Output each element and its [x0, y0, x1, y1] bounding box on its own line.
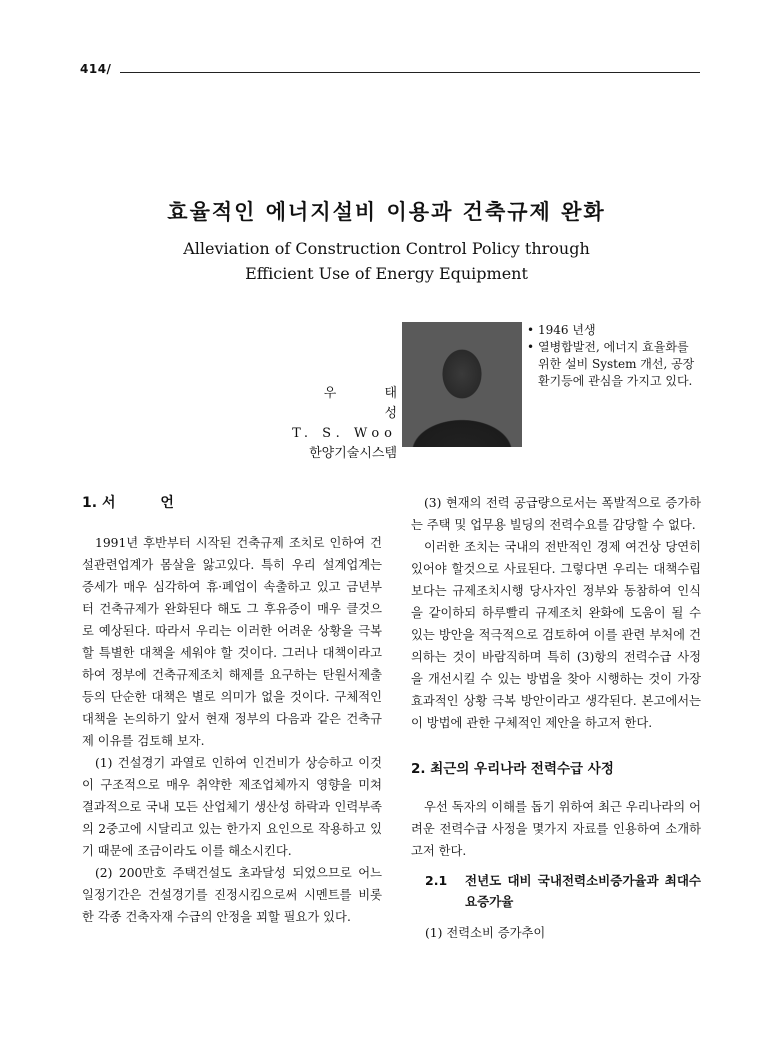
title-english-line1: Alleviation of Construction Control Policy through [183, 239, 590, 258]
right-column [411, 492, 701, 944]
section-1-heading [82, 492, 382, 514]
author-name-korean: 우 태 성 [323, 386, 419, 421]
paragraph: 이러한 조치는 국내의 전반적인 경제 여건상 당연히 있어야 할것으로 사료된다. 그렇다면 우리는 대책수립 보다는 규제조치시행 당사자인 정부와 동참하여 인식을 같이하되 하루빨리 규제조치 완화에 도움이 될 수 있는 방안을 적극적으로 검토하여 이를 관련 부처에 건의하는 것이 바람직하며 특히 (3)항의 전력수급 사정을 개선시킬 수 있는 방법을 찾아 시행하는 것이 가장 효과적인 상황 극복 방안이라고 생각된다. 본고에서는 이 방법에 관한 구체적인 제안을 하고저 한다. [411, 540, 701, 730]
section-1-number: 1. [82, 495, 98, 511]
bullet-icon: • [527, 340, 535, 354]
header-rule [120, 72, 700, 73]
page-number: 414/ [80, 62, 112, 76]
bio-item [527, 339, 702, 390]
left-column [82, 492, 382, 928]
paragraph: (2) 200만호 주택건설도 초과달성 되었으므로 어느 일정기간은 건설경기를 진정시킴으로써 시멘트를 비롯한 각종 건축자재 수급의 안정을 꾀할 필요가 있다. [82, 866, 382, 924]
bullet-icon: • [527, 323, 535, 337]
title-english [0, 236, 773, 286]
subsection-number: 2.1 [425, 873, 448, 888]
paragraph: 1991년 후반부터 시작된 건축규제 조치로 인하여 건설관련업계가 몸살을 앓고있다. 특히 우리 설계업계는 증세가 매우 심각하여 휴·폐업이 속출하고 있고 금년부터 건축규제가 완화된다 해도 그 후유증이 매우 클것으로 예상된다. 따라서 우리는 이러한 어려운 상황을 극복할 특별한 대책을 세워야 할 것이다. 그러나 대책이라고 하여 정부에 건축규제조치 해제를 요구하는 탄원서제출 등의 단순한 대책은 별로 의미가 없을 것이다. 구체적인 대책을 논의하기 앞서 현재 정부의 다음과 같은 건축규제 이유를 검토해 보자. [82, 536, 382, 748]
paragraph: (1) 건설경기 과열로 인하여 인건비가 상승하고 이것이 구조적으로 매우 취약한 제조업체까지 영향을 미쳐 결과적으로 국내 모든 산업체기 생산성 하락과 인력부족의 2중고에 시달리고 있는 한가지 요인으로 작용하고 있기 때문에 조금이라도 이를 해소시킨다. [82, 756, 382, 858]
bio-text: 열병합발전, 에너지 효율화를 위한 설비 System 개선, 공장환기등에 관심을 가지고 있다. [538, 340, 695, 388]
title-english-line2: Efficient Use of Energy Equipment [245, 264, 528, 283]
title-korean: 효율적인 에너지설비 이용과 건축규제 완화 [167, 199, 606, 224]
running-header [80, 62, 700, 82]
author-affiliation: 한양기술시스템 [309, 446, 397, 461]
author-photo [402, 322, 522, 447]
section-2-number: 2. [411, 761, 426, 777]
paragraph: 우선 독자의 이해를 돕기 위하여 최근 우리나라의 어려운 전력수급 사정을 몇가지 자료를 인용하여 소개하고저 한다. [411, 800, 701, 858]
section-2-heading [411, 758, 701, 780]
bio-text: 1946 년생 [538, 323, 596, 337]
author-bio [527, 322, 702, 390]
author-block [282, 384, 419, 464]
subsubsection-heading: (1) 전력소비 증가추이 [425, 926, 546, 940]
subsection-title: 전년도 대비 국내전력소비증가율과 최대수요증가율 [465, 873, 701, 909]
author-name-english: T. S. Woo [292, 426, 397, 441]
section-2-title: 최근의 우리나라 전력수급 사정 [430, 761, 614, 777]
subsection-2-1-heading [425, 870, 701, 912]
bio-item [527, 322, 702, 339]
section-1-title: 서 언 [101, 495, 194, 511]
paragraph: (3) 현재의 전력 공급량으로서는 폭발적으로 증가하는 주택 및 업무용 빌딩의 전력수요를 감당할 수 없다. [411, 496, 701, 532]
